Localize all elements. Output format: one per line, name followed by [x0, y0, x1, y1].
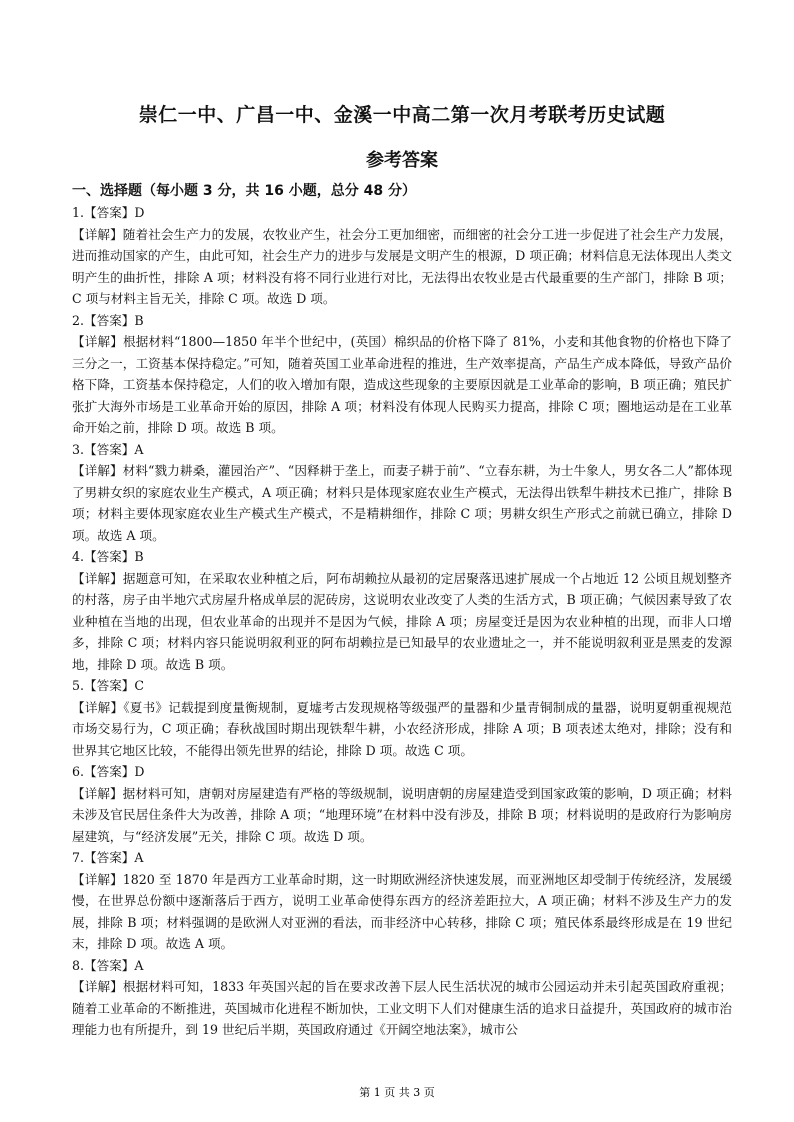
section-heading: 一、选择题（每小题 3 分，共 16 小题，总分 48 分） — [72, 183, 416, 199]
explanation-text: 【详解】材料“戮力耕桑，灌园治产”、“因释耕于垄上，而妻子耕于前”、“立春东耕，为士牛象人，男女各二人”都体现了男耕女织的家庭农业生产模式，A 项正确；材料只是体现家庭农业生产模式，无法得出铁犁牛耕技术已推广，排除 B 项；材料主要体现家庭农业生产模式生产模式，不是精耕细作，排除 C 项；男耕女织生产形式之前就已确立，排除 D 项。故选 A 项。 — [72, 463, 732, 543]
answer-line: 6.【答案】D — [72, 764, 145, 779]
page-number: 第 1 页 共 3 页 — [359, 1086, 435, 1099]
answer-line: 2.【答案】B — [72, 312, 144, 328]
explanation-text: 【详解】根据材料“1800—1850 年半个世纪中，(英国）棉织品的价格下降了 81%，小麦和其他食物的价格也下降了三分之一，工资基本保持稳定。”可知，随着英国工业革命进程的推进，生产效率提高，产品生产成本降低，导致产品价格下降，工资基本保持稳定，人们的收入增加有限，造成这些现象的主要原因就是工业革命的影响，B 项正确；殖民扩张扩大海外市场是工业革命开始的原因，排除 A 项；材料没有体现人民购买力提高，排除 C 项；圈地运动是在工业革命开始之前，排除 D 项。故选 B 项。 — [72, 334, 732, 435]
answer-line: 8.【答案】A — [72, 957, 144, 973]
answer-line: 1.【答案】D — [72, 205, 145, 220]
answer-line: 7.【答案】A — [72, 850, 144, 865]
explanation-text: 【详解】据材料可知，唐朝对房屋建造有严格的等级规制，说明唐朝的房屋建造受到国家政策的影响，D 项正确；材料未涉及官民居住条件大为改善，排除 A 项；“地理环境”在材料中没有涉及，排除 B 项；材料说明的是政府行为影响房屋建筑，与“经济发展”无关，排除 C 项。故选 D 项。 — [72, 785, 732, 844]
question-5 — [72, 675, 732, 761]
answer-line: 4.【答案】B — [72, 549, 144, 564]
answer-line: 3.【答案】A — [72, 441, 144, 457]
question-7 — [72, 847, 732, 955]
page-title: 崇仁一中、广昌一中、金溪一中高二第一次月考联考历史试题 — [138, 104, 666, 126]
question-2 — [72, 310, 732, 439]
question-3 — [72, 439, 732, 547]
question-6 — [72, 761, 732, 847]
explanation-text: 【详解】1820 至 1870 年是西方工业革命时期，这一时期欧洲经济快速发展，而亚洲地区却受制于传统经济，发展缓慢，在世界总份额中逐渐落后于西方，说明工业革命使得东西方的经济差距拉大，A 项正确；材料不涉及生产力的发展，排除 B 项；材料强调的是欧洲人对亚洲的看法，而非经济中心转移，排除 C 项；殖民体系最终形成是在 19 世纪末，排除 D 项。故选 A 项。 — [72, 871, 732, 951]
page-subtitle: 参考答案 — [366, 150, 438, 171]
explanation-text: 【详解】根据材料可知，1833 年英国兴起的旨在要求改善下层人民生活状况的城市公园运动并未引起英国政府重视；随着工业革命的不断推进，英国城市化进程不断加快，工业文明下人们对健康生活的追求日益提升，英国政府的城市治理能力也有所提升，到 19 世纪后半期，英国政府通过《开阔空地法案》，城市公 — [72, 979, 732, 1037]
question-8 — [72, 955, 732, 1041]
question-4 — [72, 546, 732, 675]
explanation-text: 【详解】据题意可知，在采取农业种植之后，阿布胡赖拉从最初的定居聚落迅速扩展成一个占地近 12 公顷且规划整齐的村落，房子由半地穴式房屋升格成单层的泥砖房，这说明农业改变了人类的生活方式，B 项正确；气候因素导致了农业种植在当地的出现，但农业革命的出现并不是因为气候，排除 A 项；房屋变迁是因为农业种植的出现，而非人口增多，排除 C 项；材料内容只能说明叙利亚的阿布胡赖拉是已知最早的农业遗址之一，并不能说明叙利亚是黑麦的发源地，排除 D 项。故选 B 项。 — [72, 570, 732, 672]
explanation-text: 【详解】《夏书》记载提到度量衡规制，夏墟考古发现规格等级强严的量器和少量青铜制成的量器，说明夏朝重视规范市场交易行为，C 项正确；春秋战国时期出现铁犁牛耕，小农经济形成，排除 A 项；B 项表述太绝对，排除；没有和世界其它地区比较，不能得出领先世界的结论，排除 D 项。故选 C 项。 — [72, 699, 732, 758]
question-1 — [72, 202, 732, 310]
answer-line: 5.【答案】C — [72, 678, 145, 693]
explanation-text: 【详解】随着社会生产力的发展，农牧业产生，社会分工更加细密，而细密的社会分工进一步促进了社会生产力发展，进而推动国家的产生，由此可知，社会生产力的进步与发展是文明产生的根源，D 项正确；材料信息无法体现出人类文明产生的曲折性，排除 A 项；材料没有将不同行业进行对比，无法得出农牧业是古代最重要的生产部门，排除 B 项；C 项与材料主旨无关，排除 C 项。故选 D 项。 — [72, 226, 732, 306]
